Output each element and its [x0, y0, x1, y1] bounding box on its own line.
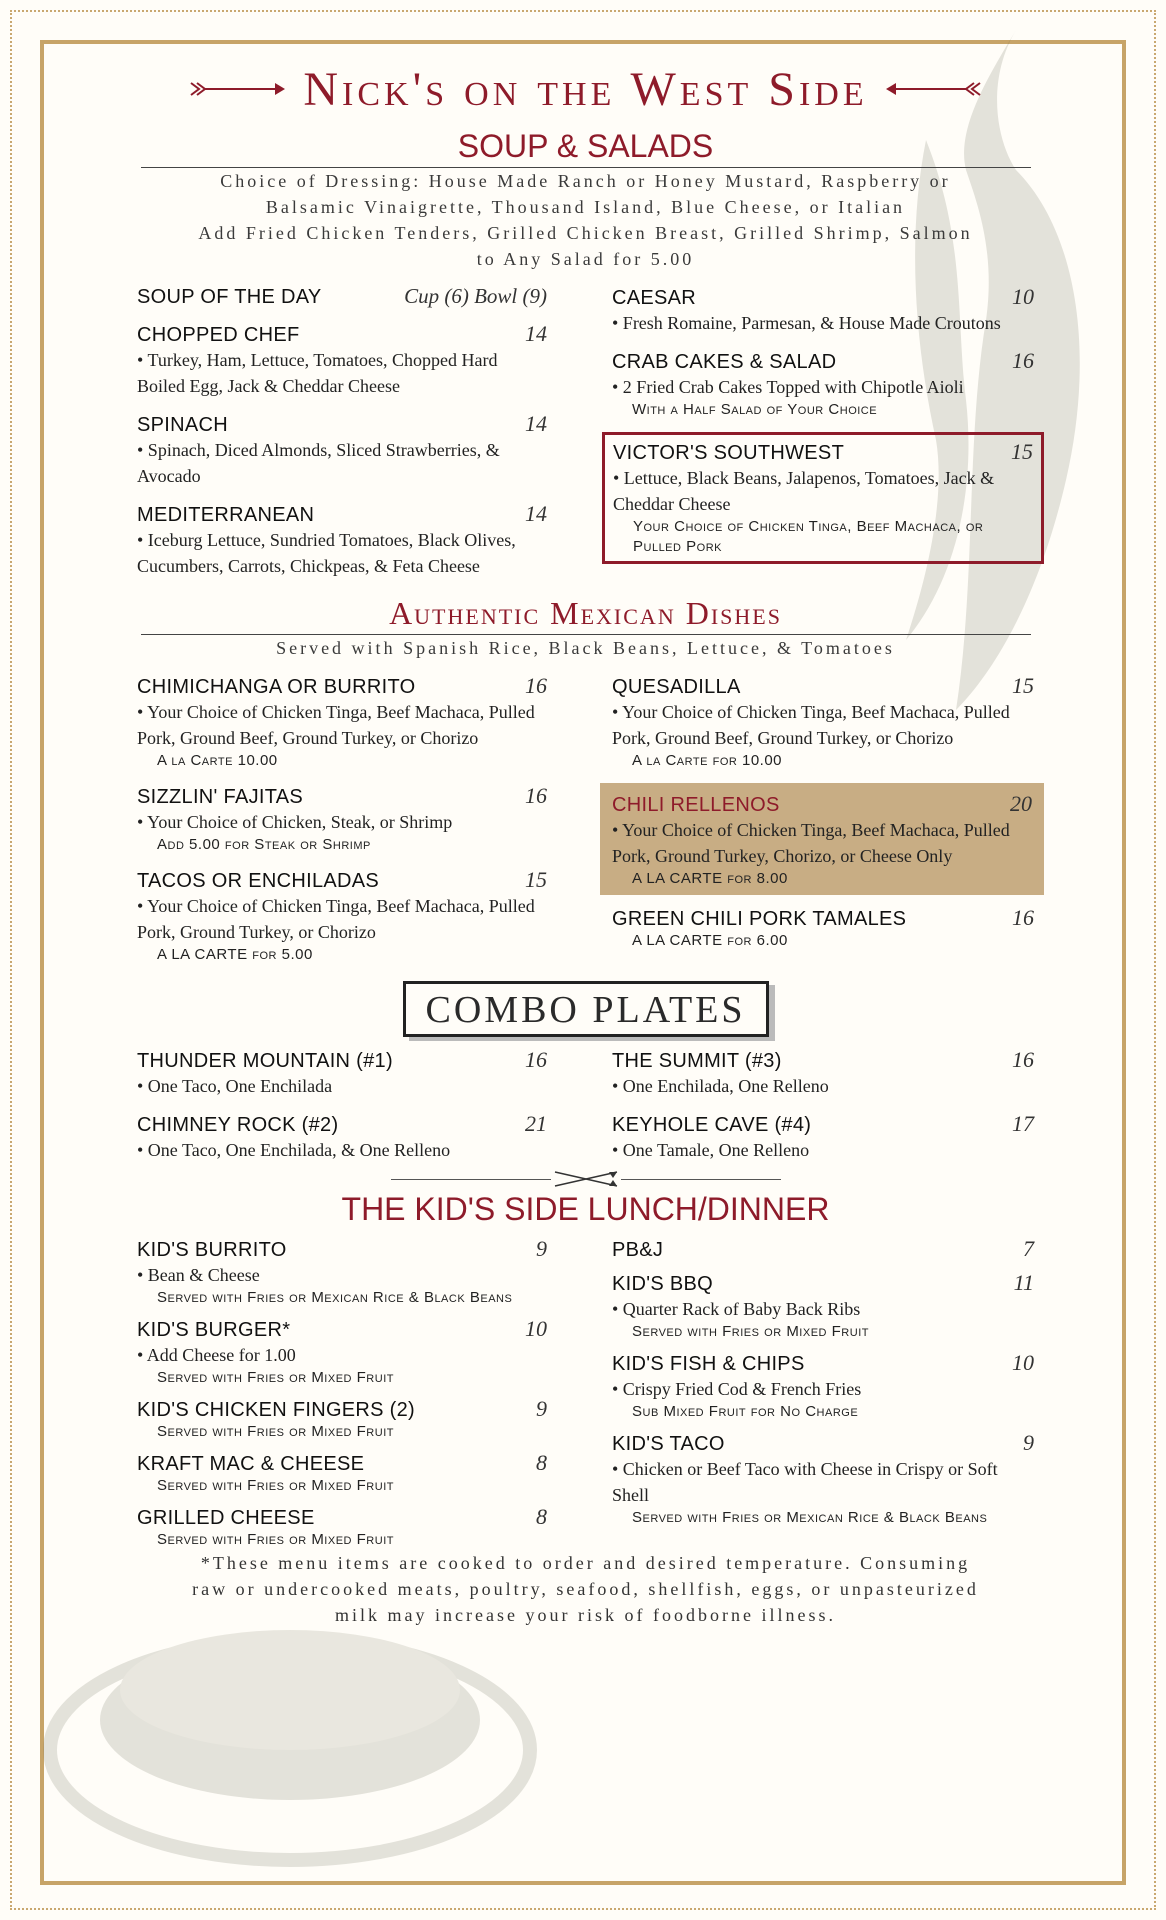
item-price: 10	[525, 1316, 547, 1341]
item-note: A LA CARTE for 5.00	[157, 946, 313, 963]
item-price: 16	[1012, 905, 1034, 930]
item-price: 17	[1012, 1111, 1034, 1136]
item-name: CRAB CAKES & SALAD	[612, 351, 837, 373]
disclaimer-line: milk may increase your risk of foodborne illness.	[335, 1605, 836, 1625]
item-name: TACOS OR ENCHILADAS	[137, 870, 380, 892]
item-price: Cup (6) Bowl (9)	[404, 284, 547, 308]
item-name: PB&J	[612, 1239, 664, 1261]
menu-item	[137, 1111, 547, 1163]
item-note: A LA CARTE for 8.00	[632, 870, 788, 887]
menu-item	[137, 1236, 547, 1308]
item-description: • Spinach, Diced Almonds, Sliced Strawberries, & Avocado	[137, 440, 500, 486]
crossed-arrows-icon	[551, 1169, 621, 1189]
menu-item	[612, 905, 1034, 951]
item-name: MEDITERRANEAN	[137, 504, 315, 526]
item-note: Sub Mixed Fruit for No Charge	[632, 1403, 859, 1420]
menu-item	[137, 1450, 547, 1496]
item-note: Served with Fries or Mexican Rice & Black Beans	[632, 1509, 988, 1526]
item-description: • 2 Fried Crab Cakes Topped with Chipotle Aioli	[612, 377, 964, 397]
disclaimer-line: *These menu items are cooked to order and desired temperature. Consuming	[200, 1553, 971, 1573]
item-name: GREEN CHILI PORK TAMALES	[612, 908, 907, 930]
menu-item	[137, 411, 547, 489]
menu-item	[137, 1396, 547, 1442]
dressing-note-line: Balsamic Vinaigrette, Thousand Island, Blue Cheese, or Italian	[265, 197, 906, 217]
item-note: Add 5.00 for Steak or Shrimp	[157, 836, 371, 853]
item-price: 14	[525, 411, 547, 436]
item-description: • One Enchilada, One Relleno	[612, 1076, 829, 1096]
menu-item	[612, 673, 1034, 771]
arrow-left-icon	[886, 79, 982, 99]
mexican-right-column	[612, 673, 1034, 977]
mexican-served-with: Served with Spanish Rice, Black Beans, Lettuce, & Tomatoes	[276, 638, 895, 658]
item-name: SIZZLIN' FAJITAS	[137, 786, 304, 808]
item-note: A la Carte 10.00	[157, 752, 278, 769]
item-price: 15	[1011, 439, 1033, 464]
combo-right-column	[612, 1047, 1034, 1175]
item-name: THUNDER MOUNTAIN (#1)	[137, 1050, 393, 1072]
item-price: 16	[525, 783, 547, 808]
item-description: • Add Cheese for 1.00	[137, 1345, 296, 1365]
menu-item	[612, 1430, 1034, 1528]
menu-item	[612, 1111, 1034, 1163]
item-price: 15	[1012, 673, 1034, 698]
item-note: Your Choice of Chicken Tinga, Beef Machaca, or Pulled Pork	[633, 518, 984, 555]
item-description: • Lettuce, Black Beans, Jalapenos, Tomatoes, Jack & Cheddar Cheese	[613, 468, 995, 514]
menu-item	[612, 1350, 1034, 1422]
item-name: CHIMNEY ROCK (#2)	[137, 1114, 339, 1136]
dressing-note-line: Choice of Dressing: House Made Ranch or Honey Mustard, Raspberry or	[220, 171, 951, 191]
item-note: A la Carte for 10.00	[632, 752, 783, 769]
restaurant-title: Nick's on the West Side	[303, 62, 868, 116]
item-price: 8	[536, 1504, 547, 1529]
menu-item	[137, 1047, 547, 1099]
item-name: QUESADILLA	[612, 676, 741, 698]
item-description: • Chicken or Beef Taco with Cheese in Crispy or Soft Shell	[612, 1459, 998, 1505]
item-description: • Fresh Romaine, Parmesan, & House Made Croutons	[612, 313, 1001, 333]
menu-item	[612, 348, 1034, 420]
item-name: THE SUMMIT (#3)	[612, 1050, 782, 1072]
dressing-note-line: to Any Salad for 5.00	[476, 249, 695, 269]
item-price: 10	[1012, 1350, 1034, 1375]
title-row	[137, 60, 1034, 118]
item-price: 16	[1012, 348, 1034, 373]
dressing-note-line: Add Fried Chicken Tenders, Grilled Chicken Breast, Grilled Shrimp, Salmon	[198, 223, 973, 243]
item-name: SOUP OF THE DAY	[137, 286, 322, 308]
kids-columns	[137, 1236, 1034, 1550]
item-price: 14	[525, 501, 547, 526]
kids-right-column	[612, 1236, 1034, 1550]
item-name: KID'S TACO	[612, 1433, 725, 1455]
combo-heading-wrap	[137, 981, 1034, 1037]
item-price: 14	[525, 321, 547, 346]
item-description: • Your Choice of Chicken Tinga, Beef Machaca, Pulled Pork, Ground Beef, Ground Turkey, or Chorizo	[137, 702, 535, 748]
menu-item	[612, 1047, 1034, 1099]
item-price: 15	[525, 867, 547, 892]
menu-item	[612, 1270, 1034, 1342]
item-name: CHIMICHANGA OR BURRITO	[137, 676, 416, 698]
menu-item	[137, 673, 547, 771]
arrow-right-icon	[189, 79, 285, 99]
menu-item	[137, 321, 547, 399]
item-description: • Quarter Rack of Baby Back Ribs	[612, 1299, 861, 1319]
item-description: • Your Choice of Chicken Tinga, Beef Machaca, Pulled Pork, Ground Beef, Ground Turkey, or Chorizo	[612, 702, 1010, 748]
item-price: 9	[536, 1236, 547, 1261]
menu-item	[137, 501, 547, 579]
featured-menu-item	[602, 432, 1044, 564]
item-name: KRAFT MAC & CHEESE	[137, 1453, 365, 1475]
dressing-note	[137, 168, 1034, 272]
item-price: 16	[525, 1047, 547, 1072]
item-description: • Iceburg Lettuce, Sundried Tomatoes, Black Olives, Cucumbers, Carrots, Chickpeas, & Feta Cheese	[137, 530, 516, 576]
menu-content	[137, 60, 1034, 1628]
item-name: KID'S CHICKEN FINGERS (2)	[137, 1399, 416, 1421]
mexican-left-column	[137, 673, 547, 977]
item-description: • One Taco, One Enchilada, & One Relleno	[137, 1140, 451, 1160]
item-price: 16	[1012, 1047, 1034, 1072]
item-description: • Your Choice of Chicken Tinga, Beef Machaca, Pulled Pork, Ground Turkey, Chorizo, or Cheese Only	[612, 820, 1010, 866]
item-name: KEYHOLE CAVE (#4)	[612, 1114, 812, 1136]
divider-line	[391, 1179, 551, 1180]
item-name: KID'S FISH & CHIPS	[612, 1353, 805, 1375]
item-price: 21	[525, 1111, 547, 1136]
item-description: • One Taco, One Enchilada	[137, 1076, 333, 1096]
divider-line	[621, 1179, 781, 1180]
combo-left-column	[137, 1047, 547, 1175]
item-description: • Crispy Fried Cod & French Fries	[612, 1379, 862, 1399]
item-note: Served with Fries or Mixed Fruit	[157, 1369, 394, 1386]
menu-item	[137, 284, 547, 309]
item-name: KID'S BURRITO	[137, 1239, 287, 1261]
menu-item	[612, 1236, 1034, 1262]
item-note: Served with Fries or Mexican Rice & Black Beans	[157, 1289, 513, 1306]
disclaimer-line: raw or undercooked meats, poultry, seafood, shellfish, eggs, or unpasteurized	[192, 1579, 979, 1599]
soup-salads-columns	[137, 284, 1034, 591]
menu-item	[137, 867, 547, 965]
item-name: CHOPPED CHEF	[137, 324, 300, 346]
item-name: KID'S BURGER*	[137, 1319, 291, 1341]
item-note: A LA CARTE for 6.00	[632, 932, 788, 949]
menu-item	[137, 1316, 547, 1388]
item-description: • Your Choice of Chicken Tinga, Beef Machaca, Pulled Pork, Ground Turkey, or Chorizo	[137, 896, 535, 942]
item-price: 7	[1023, 1236, 1034, 1261]
item-note: Served with Fries or Mixed Fruit	[157, 1423, 394, 1440]
item-price: 9	[1023, 1430, 1034, 1455]
kids-left-column	[137, 1236, 547, 1550]
item-name: VICTOR'S SOUTHWEST	[613, 442, 845, 464]
item-name: CHILI RELLENOS	[612, 794, 780, 816]
soup-salads-left-column	[137, 284, 547, 591]
item-name: GRILLED CHEESE	[137, 1507, 315, 1529]
item-note: With a Half Salad of Your Choice	[632, 401, 878, 418]
combo-columns	[137, 1047, 1034, 1175]
item-name: CAESAR	[612, 287, 697, 309]
item-price: 9	[536, 1396, 547, 1421]
menu-item	[612, 284, 1034, 336]
item-description: • Turkey, Ham, Lettuce, Tomatoes, Chopped Hard Boiled Egg, Jack & Cheddar Cheese	[137, 350, 498, 396]
item-price: 10	[1012, 284, 1034, 309]
item-name: KID'S BBQ	[612, 1273, 713, 1295]
item-name: SPINACH	[137, 414, 229, 436]
menu-item	[137, 1504, 547, 1550]
item-description: • Your Choice of Chicken, Steak, or Shrimp	[137, 812, 453, 832]
section-heading-combo-plates: COMBO PLATES	[403, 981, 769, 1037]
section-heading-soup-salads: SOUP & SALADS	[457, 128, 714, 164]
item-price: 16	[525, 673, 547, 698]
item-note: Served with Fries or Mixed Fruit	[157, 1531, 394, 1548]
item-note: Served with Fries or Mixed Fruit	[632, 1323, 869, 1340]
highlighted-menu-item	[600, 783, 1044, 895]
item-price: 11	[1013, 1270, 1034, 1295]
item-description: • Bean & Cheese	[137, 1265, 260, 1285]
mexican-columns	[137, 673, 1034, 977]
item-price: 8	[536, 1450, 547, 1475]
item-description: • One Tamale, One Relleno	[612, 1140, 810, 1160]
item-note: Served with Fries or Mixed Fruit	[157, 1477, 394, 1494]
section-heading-mexican: Authentic Mexican Dishes	[389, 595, 782, 631]
soup-salads-right-column	[612, 284, 1034, 591]
menu-item	[137, 783, 547, 855]
section-heading-kids: THE KID'S SIDE LUNCH/DINNER	[341, 1191, 830, 1227]
food-safety-disclaimer	[137, 1550, 1034, 1628]
item-price: 20	[1010, 791, 1032, 816]
